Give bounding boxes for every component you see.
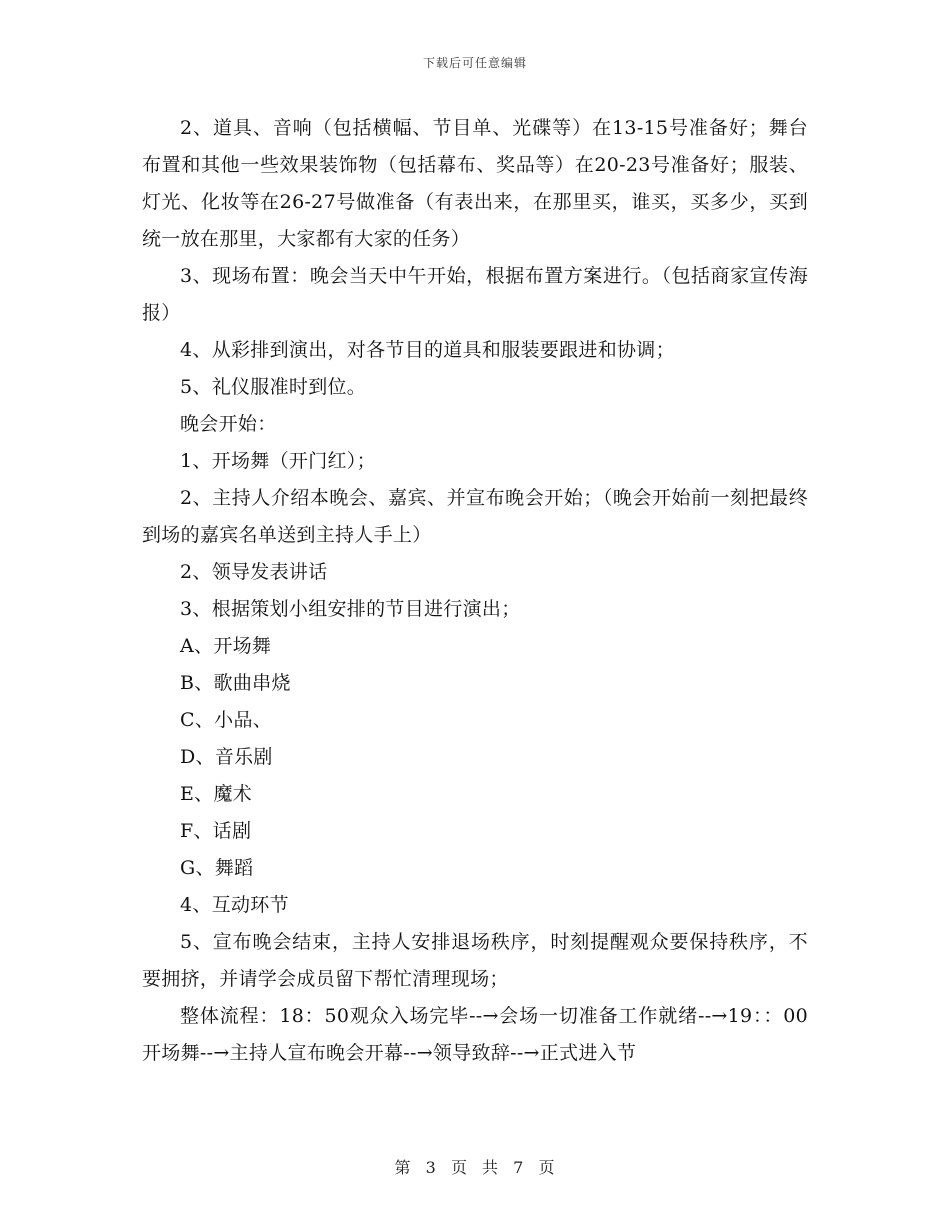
list-item: 2、领导发表讲话 [180,561,328,583]
paragraph: 2、道具、音响（包括横幅、节目单、光碟等）在13-15号准备好；舞台布置和其他一些效果装饰物（包括幕布、奖品等）在20-23号准备好；服装、灯光、化妆等在26-27号做准备（有表出来，在那里买，谁买，买多少，买到统一放在那里，大家都有大家的任务） [142,117,808,250]
program-item: G、舞蹈 [180,857,254,879]
paragraph: 3、现场布置：晚会当天中午开始，根据布置方案进行。（包括商家宣传海报） [142,265,808,324]
list-item: 5、宣布晚会结束，主持人安排退场秩序，时刻提醒观众要保持秩序，不要拥挤，并请学会成员留下帮忙清理现场； [142,931,808,990]
footer-current-page: 3 [425,1158,437,1177]
footer-page-label: 页 [450,1158,468,1177]
footer-prefix: 第 [394,1158,412,1177]
program-item: D、音乐剧 [180,746,273,768]
footer-total-label: 共 [482,1158,500,1177]
page-header: 下载后可任意编辑 [422,56,527,70]
program-item: B、歌曲串烧 [180,672,291,694]
footer-total-pages: 7 [513,1158,525,1177]
document-body [142,110,808,1072]
list-item: 2、主持人介绍本晚会、嘉宾、并宣布晚会开始；（晚会开始前一刻把最终到场的嘉宾名单送到主持人手上） [142,487,808,546]
program-item: E、魔术 [180,783,253,805]
list-item: 3、根据策划小组安排的节目进行演出； [180,598,521,620]
list-item: 1、开场舞（开门红）； [180,450,376,472]
flow-paragraph: 整体流程：18：50观众入场完毕--→会场一切准备工作就绪--→19：：00开场舞--→主持人宣布晚会开幕--→领导致辞--→正式进入节 [142,1005,808,1064]
program-item: A、开场舞 [180,635,272,657]
section-heading: 晚会开始： [180,413,277,435]
list-item: 4、互动环节 [180,894,289,916]
program-item: F、话剧 [180,820,252,842]
program-item: C、小品、 [180,709,273,731]
page-footer [0,1155,950,1178]
footer-suffix: 页 [538,1158,556,1177]
paragraph: 5、礼仪服准时到位。 [180,376,367,398]
paragraph: 4、从彩排到演出，对各节目的道具和服装要跟进和协调； [180,339,675,361]
